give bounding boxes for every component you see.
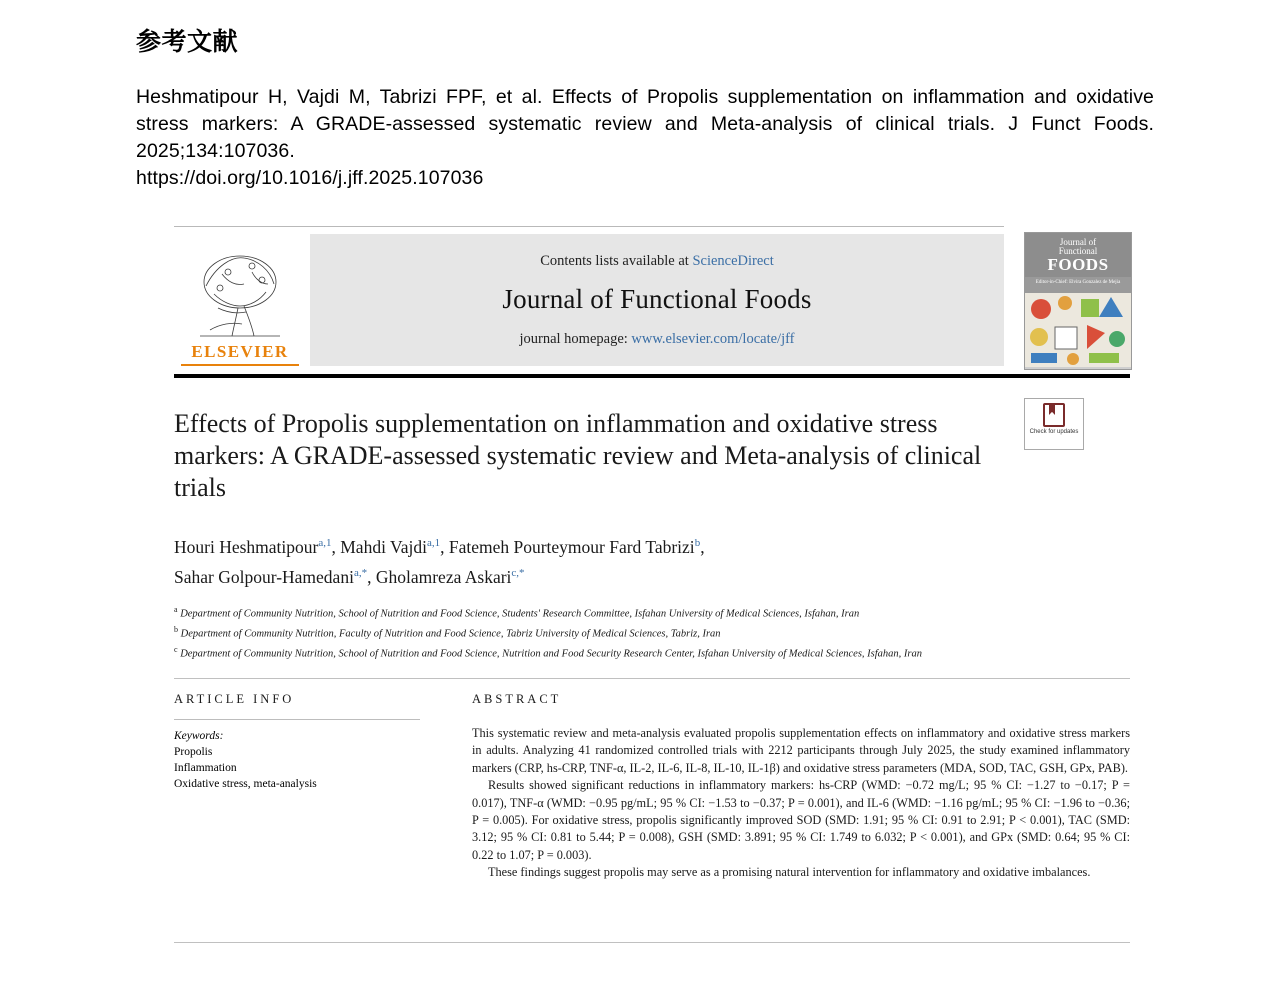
author-marks-2: a,1 — [426, 537, 441, 549]
author-marks-4: a,* — [353, 566, 368, 579]
author-name-5: , Gholamreza Askari — [367, 566, 512, 587]
citation-text: Heshmatipour H, Vajdi M, Tabrizi FPF, et al. Effects of Propolis supplementation on inflammation and oxidative stress markers: A GRADE-assessed systematic review and Meta-analysis of clinical trials. J Funct Foods. 2025;134:107036. — [136, 86, 1154, 162]
cover-line3: FOODS — [1047, 254, 1109, 274]
crossmark-label: Check for updates — [1029, 429, 1079, 435]
keyword-item: Inflammation — [174, 762, 237, 774]
affiliation-text: Department of Community Nutrition, Faculty of Nutrition and Food Science, Tabriz University of Medical Sciences, Tabriz, Iran — [180, 628, 721, 640]
divider-mid — [174, 678, 1130, 679]
cover-footer-band — [1025, 367, 1131, 370]
divider-top — [174, 226, 1004, 227]
bookmark-icon — [1043, 403, 1065, 427]
abstract-column — [472, 692, 1130, 882]
author-list — [174, 530, 1004, 590]
author-name-1: Houri Heshmatipour — [174, 536, 319, 557]
keywords-label: Keywords: — [174, 730, 224, 742]
affiliation-mark: a — [174, 605, 178, 614]
article-title: Effects of Propolis supplementation on inflammation and oxidative stress markers: A GRADE-assessed systematic review and Meta-analysis of clinical trials — [174, 409, 982, 502]
journal-masthead — [174, 234, 1004, 366]
divider-info — [174, 719, 420, 720]
author-line-1 — [174, 530, 1004, 560]
affiliation-list — [174, 602, 984, 662]
homepage-prefix: journal homepage: — [519, 330, 632, 347]
elsevier-wordmark: ELSEVIER — [191, 342, 289, 361]
affiliation-item — [174, 622, 984, 642]
homepage-line — [519, 331, 794, 348]
elsevier-underline — [181, 364, 299, 366]
citation-doi: https://doi.org/10.1016/j.jff.2025.107036 — [136, 167, 484, 189]
cover-line1: Journal of — [1059, 236, 1097, 247]
affiliation-text: Department of Community Nutrition, School of Nutrition and Food Science, Nutrition and Food Security Research Center, Isfahan University of Medical Sciences, Isfahan, Iran — [180, 648, 922, 660]
author-name-2: , Mahdi Vajdi — [331, 536, 427, 557]
keyword-item: Propolis — [174, 746, 213, 758]
journal-homepage-link[interactable]: www.elsevier.com/locate/jff — [631, 330, 795, 347]
divider-bottom — [174, 942, 1130, 943]
elsevier-tree-icon — [192, 248, 288, 340]
author-name-3: , Fatemeh Pourteymour Fard Tabrizi — [440, 536, 695, 557]
cover-subtitle: Editor-in-Chief: Elvira Gonzalez de Mejia — [1025, 277, 1131, 293]
author-line-2 — [174, 560, 1004, 590]
author-name-4: Sahar Golpour-Hamedani — [174, 566, 354, 587]
cover-artwork — [1025, 293, 1131, 367]
cover-title-block — [1025, 233, 1131, 277]
paper-first-page-image — [172, 226, 1132, 966]
abstract-paragraph: These findings suggest propolis may serve as a promising natural intervention for inflammatory and oxidative imbalances. — [488, 865, 1091, 880]
elsevier-logo — [174, 234, 306, 366]
author-marks-5: c,* — [511, 566, 525, 579]
sciencedirect-link[interactable]: ScienceDirect — [692, 252, 774, 269]
journal-cover-thumbnail — [1024, 232, 1132, 370]
affiliation-text: Department of Community Nutrition, School of Nutrition and Food Science, Students' Research Committee, Isfahan University of Medical Sciences, Isfahan, Iran — [180, 608, 860, 620]
abstract-paragraph: Results showed significant reductions in inflammatory markers: hs-CRP (WMD: −0.72 mg/L; 95 % CI: −1.27 to −0.17; P = 0.017), TNF-α (WMD: −0.95 pg/mL; 95 % CI: −1.53 to −0.37; P = 0.001), and IL-6 (WMD: −1.16 pg/mL; 95 % CI: −1.96 to −0.36; P = 0.005). For oxidative stress, propolis significantly improved SOD (SMD: 1.91; 95 % CI: 0.91 to 2.91; P < 0.001), TAC (SMD: 3.12; 95 % CI: 0.81 to 5.44; P = 0.008), GSH (SMD: 3.891; 95 % CI: 1.749 to 6.032; P < 0.001), and GPx (SMD: 0.64; 95 % CI: 0.22 to 1.07; P = 0.003). — [472, 778, 1130, 862]
cover-line2: Functional — [1058, 245, 1098, 256]
keyword-item: Oxidative stress, meta-analysis — [174, 778, 317, 790]
article-info-heading: ARTICLE INFO — [174, 692, 295, 706]
contents-line — [540, 253, 774, 270]
article-info-column — [174, 692, 424, 792]
crossmark-badge[interactable] — [1024, 398, 1084, 450]
affiliation-mark: b — [174, 625, 178, 634]
page-title: 参考文献 — [136, 28, 239, 56]
journal-title: Journal of Functional Foods — [502, 283, 812, 314]
affiliation-mark: c — [174, 645, 178, 654]
affiliation-item — [174, 602, 984, 622]
author-marks-1: a,1 — [318, 537, 332, 549]
abstract-paragraph: This systematic review and meta-analysis evaluated propolis supplementation effects on inflammatory and oxidative stress markers in adults. Analyzing 41 randomized controlled trials with 2212 participants through July 2025, the study examined inflammatory markers (CRP, hs-CRP, TNF-α, IL-2, IL-6, IL-8, IL-10, IL-1β) and oxidative stress parameters (MDA, SOD, TAC, GSH, GPx, PAB). — [472, 726, 1130, 775]
author-line1-comma: , — [700, 536, 705, 557]
abstract-heading: ABSTRACT — [472, 692, 562, 706]
abstract-body — [472, 725, 1130, 882]
journal-band — [310, 234, 1004, 366]
contents-prefix: Contents lists available at — [540, 252, 693, 269]
citation-block — [136, 84, 1154, 192]
author-marks-3: b — [694, 537, 701, 549]
divider-thick — [174, 374, 1130, 378]
affiliation-item — [174, 642, 984, 662]
